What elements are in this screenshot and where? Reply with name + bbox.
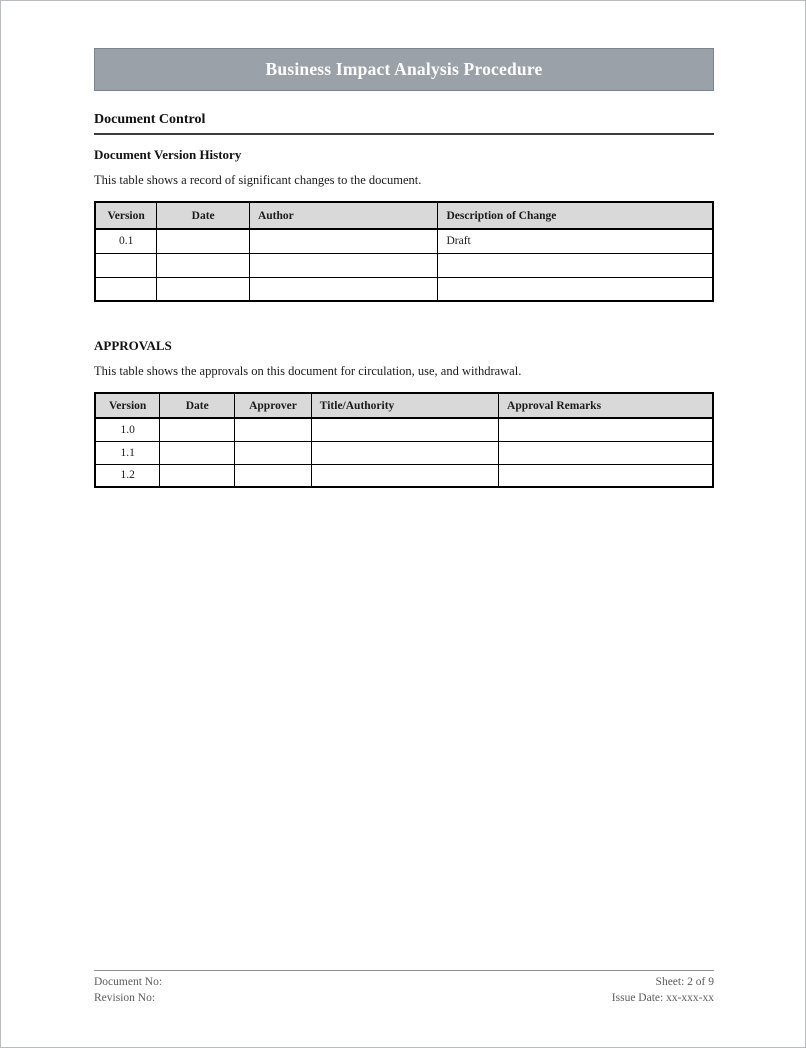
page-title: Business Impact Analysis Procedure [265, 59, 543, 79]
table-cell [235, 464, 312, 487]
table-cell [157, 229, 250, 253]
table-cell [95, 253, 157, 277]
column-header: Description of Change [438, 202, 713, 229]
table-cell: 1.2 [95, 464, 160, 487]
table-cell [235, 418, 312, 441]
table-cell [249, 253, 437, 277]
subsection-heading-approvals: APPROVALS [94, 338, 172, 353]
table-cell [499, 464, 713, 487]
table-cell [438, 277, 713, 301]
column-header: Version [95, 393, 160, 418]
table-cell: 1.1 [95, 441, 160, 464]
table-cell [311, 441, 498, 464]
table-cell [249, 229, 437, 253]
table-cell [160, 464, 235, 487]
table-cell: 1.0 [95, 418, 160, 441]
column-header: Date [160, 393, 235, 418]
subsection-heading-version-history: Document Version History [94, 147, 242, 162]
column-header: Date [157, 202, 250, 229]
table-row [95, 464, 713, 487]
table-cell [249, 277, 437, 301]
table-row [95, 229, 713, 253]
page-content [94, 1, 714, 488]
section-heading-document-control: Document Control [94, 112, 714, 135]
column-header: Author [249, 202, 437, 229]
approvals-description: This table shows the approvals on this document for circulation, use, and withdrawal. [94, 364, 522, 378]
table-cell [499, 418, 713, 441]
table-cell [235, 441, 312, 464]
table-cell [499, 441, 713, 464]
approvals-table [94, 392, 714, 488]
footer-left [94, 974, 162, 1006]
sheet-number: Sheet: 2 of 9 [655, 976, 714, 988]
header-row [95, 393, 713, 418]
table-cell [438, 253, 713, 277]
revision-no-label: Revision No: [94, 992, 156, 1004]
table-cell [157, 277, 250, 301]
table-cell [160, 418, 235, 441]
table-cell [311, 418, 498, 441]
table-row [95, 277, 713, 301]
header-row [95, 202, 713, 229]
table-cell [311, 464, 498, 487]
table-row [95, 441, 713, 464]
footer-right [612, 974, 714, 1006]
table-cell: Draft [438, 229, 713, 253]
version-history-description: This table shows a record of significant changes to the document. [94, 173, 422, 187]
issue-date: Issue Date: xx-xxx-xx [611, 992, 714, 1004]
table-cell [157, 253, 250, 277]
table-cell [95, 277, 157, 301]
version-history-table [94, 201, 714, 302]
column-header: Approver [235, 393, 312, 418]
document-no-label: Document No: [94, 976, 163, 988]
column-header: Title/Authority [311, 393, 498, 418]
column-header: Approval Remarks [499, 393, 713, 418]
table-row [95, 253, 713, 277]
column-header: Version [95, 202, 157, 229]
table-cell: 0.1 [95, 229, 157, 253]
table-cell [160, 441, 235, 464]
page-footer [94, 970, 714, 1006]
table-row [95, 418, 713, 441]
title-banner [94, 48, 714, 91]
